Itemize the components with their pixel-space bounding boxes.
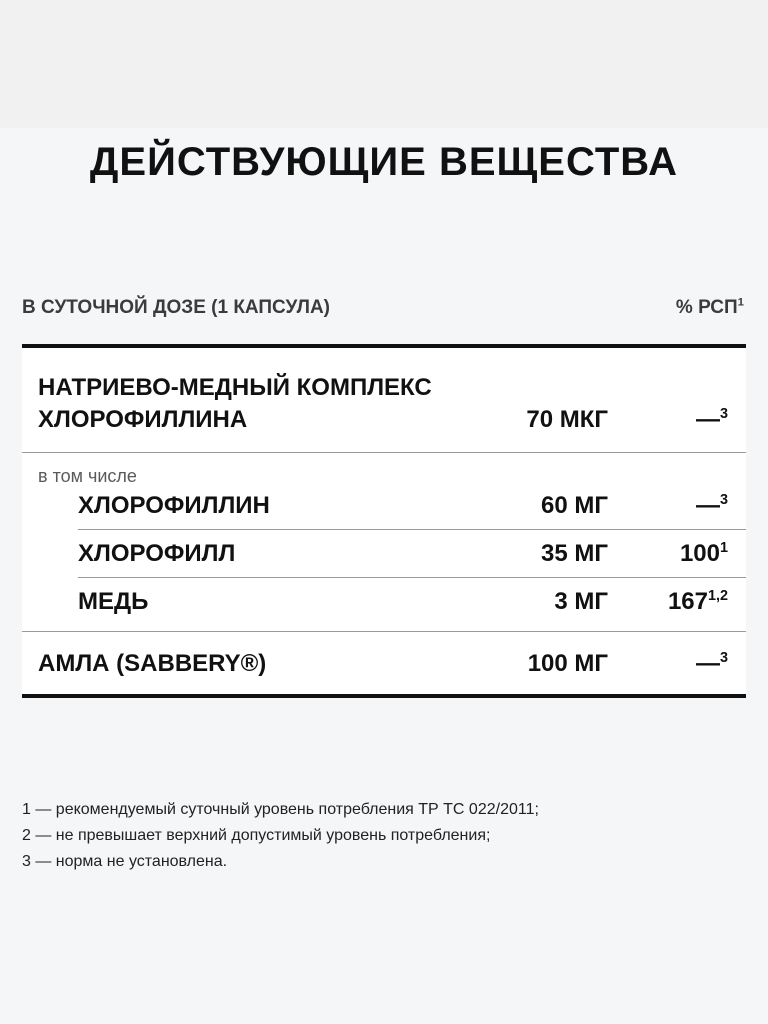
dose-header: В СУТОЧНОЙ ДОЗЕ (1 КАПСУЛА) [22, 297, 330, 318]
ingredients-table [22, 344, 746, 698]
rsp-header: % РСП$^1$ [675, 296, 744, 318]
row-3-name: ХЛОРОФИЛЛ [78, 540, 236, 567]
divider [22, 452, 746, 453]
row-1-amount: 70 МКГ [526, 406, 608, 433]
row-1-pct: —$^3$ [695, 406, 728, 433]
row-4-name: МЕДЬ [78, 588, 149, 615]
row-5-amount: 100 МГ [527, 650, 608, 677]
footnote-3: 3 — норма не установлена. [22, 853, 228, 870]
divider [78, 577, 746, 578]
row-3-amount: 35 МГ [541, 540, 608, 567]
divider [22, 631, 746, 632]
row-3-pct: $100^1$ [679, 540, 728, 567]
row-1-name-line1: НАТРИЕВО-МЕДНЫЙ КОМПЛЕКС [38, 374, 432, 401]
row-4-pct: 167$^{1,2}$ [667, 588, 728, 615]
page-title: ДЕЙСТВУЮЩИЕ ВЕЩЕСТВА [89, 140, 679, 184]
divider [78, 529, 746, 530]
row-2-amount: 60 МГ [541, 492, 608, 519]
sub-label: в том числе [38, 466, 137, 486]
row-1-name-line2: ХЛОРОФИЛЛИНА [38, 406, 248, 433]
footnote-1: 1 — рекомендуемый суточный уровень потребления ТР ТС 022/2011; [22, 801, 539, 818]
row-5-name: АМЛА (SABBERY®) [38, 650, 267, 677]
footnote-2: 2 — не превышает верхний допустимый уровень потребления; [22, 827, 491, 844]
row-5-pct: —$^3$ [695, 650, 728, 677]
row-4-amount: 3 МГ [554, 588, 608, 615]
row-2-name: ХЛОРОФИЛЛИН [78, 492, 270, 519]
row-2-pct: —$^3$ [695, 492, 728, 519]
top-band [0, 0, 768, 128]
